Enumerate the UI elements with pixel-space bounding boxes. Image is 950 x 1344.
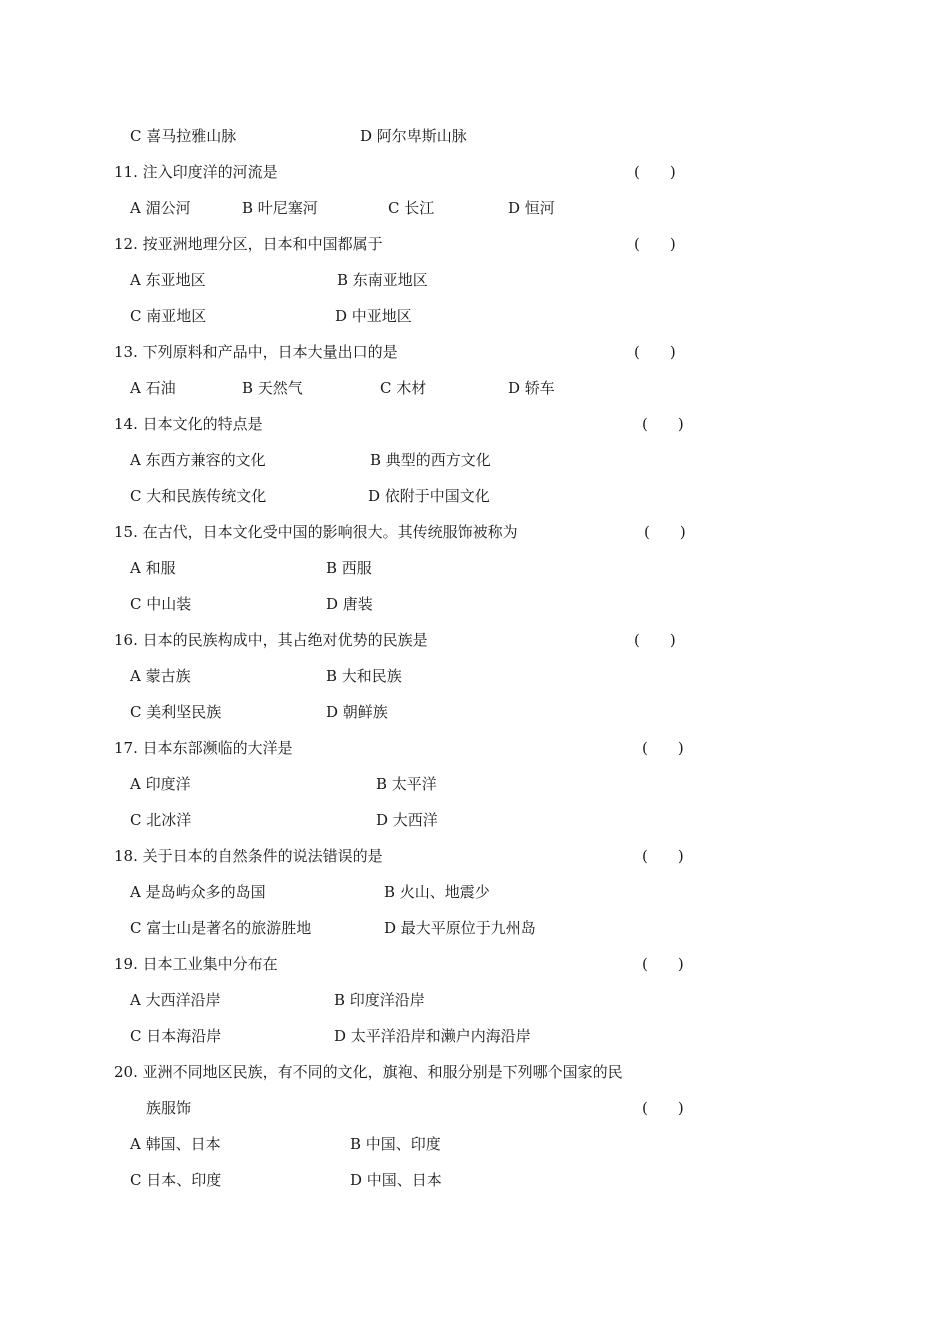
option-c: C 美利坚民族 xyxy=(130,703,222,721)
question-15: 15. 在古代，日本文化受中国的影响很大。其传统服饰被称为 xyxy=(114,523,518,541)
option-a: A 大西洋沿岸 xyxy=(130,991,221,1009)
option-d: D 阿尔卑斯山脉 xyxy=(360,127,467,145)
answer-blank-12: ( ) xyxy=(634,235,676,253)
option-b: B 太平洋 xyxy=(376,775,437,793)
answer-blank-17: ( ) xyxy=(642,739,684,757)
option-c: C 喜马拉雅山脉 xyxy=(130,127,237,145)
option-a: A 是岛屿众多的岛国 xyxy=(130,883,266,901)
question-13: 13. 下列原料和产品中，日本大量出口的是 xyxy=(114,343,398,361)
option-c: C 日本、印度 xyxy=(130,1171,222,1189)
option-d: D 中亚地区 xyxy=(335,307,412,325)
option-d: D 太平洋沿岸和濑户内海沿岸 xyxy=(334,1027,531,1045)
question-11: 11. 注入印度洋的河流是 xyxy=(114,163,278,181)
option-a: A 湄公河 xyxy=(130,199,191,217)
option-d: D 大西洋 xyxy=(376,811,438,829)
option-b: B 东南亚地区 xyxy=(337,271,428,289)
question-16: 16. 日本的民族构成中，其占绝对优势的民族是 xyxy=(114,631,428,649)
answer-blank-18: ( ) xyxy=(642,847,684,865)
option-c: C 大和民族传统文化 xyxy=(130,487,267,505)
answer-blank-19: ( ) xyxy=(642,955,684,973)
answer-blank-14: ( ) xyxy=(642,415,684,433)
question-12: 12. 按亚洲地理分区，日本和中国都属于 xyxy=(114,235,383,253)
question-17: 17. 日本东部濒临的大洋是 xyxy=(114,739,293,757)
option-a: A 东亚地区 xyxy=(130,271,206,289)
option-c: C 长江 xyxy=(388,199,435,217)
option-b: B 火山、地震少 xyxy=(384,883,490,901)
option-d: D 最大平原位于九州岛 xyxy=(384,919,536,937)
question-20-continued: 族服饰 xyxy=(146,1099,192,1117)
option-b: B 印度洋沿岸 xyxy=(334,991,425,1009)
option-b: B 叶尼塞河 xyxy=(242,199,318,217)
option-b: B 天然气 xyxy=(242,379,303,397)
option-d: D 中国、日本 xyxy=(350,1171,442,1189)
option-a: A 和服 xyxy=(130,559,176,577)
option-c: C 日本海沿岸 xyxy=(130,1027,222,1045)
option-c: C 北冰洋 xyxy=(130,811,192,829)
option-c: C 中山装 xyxy=(130,595,192,613)
question-20: 20. 亚洲不同地区民族，有不同的文化，旗袍、和服分别是下列哪个国家的民 xyxy=(114,1063,623,1081)
option-d: D 轿车 xyxy=(508,379,555,397)
option-d: D 唐装 xyxy=(326,595,373,613)
question-18: 18. 关于日本的自然条件的说法错误的是 xyxy=(114,847,383,865)
option-a: A 印度洋 xyxy=(130,775,191,793)
answer-blank-11: ( ) xyxy=(634,163,676,181)
option-b: B 西服 xyxy=(326,559,372,577)
option-b: B 典型的西方文化 xyxy=(370,451,491,469)
answer-blank-20: ( ) xyxy=(642,1099,684,1117)
option-d: D 朝鲜族 xyxy=(326,703,388,721)
option-a: A 东西方兼容的文化 xyxy=(130,451,266,469)
option-a: A 蒙古族 xyxy=(130,667,191,685)
option-a: A 石油 xyxy=(130,379,176,397)
option-b: B 大和民族 xyxy=(326,667,402,685)
option-d: D 依附于中国文化 xyxy=(368,487,490,505)
option-c: C 木材 xyxy=(380,379,427,397)
answer-blank-13: ( ) xyxy=(634,343,676,361)
question-19: 19. 日本工业集中分布在 xyxy=(114,955,278,973)
answer-blank-16: ( ) xyxy=(634,631,676,649)
option-c: C 富士山是著名的旅游胜地 xyxy=(130,919,312,937)
option-d: D 恒河 xyxy=(508,199,555,217)
option-a: A 韩国、日本 xyxy=(130,1135,221,1153)
option-b: B 中国、印度 xyxy=(350,1135,441,1153)
answer-blank-15: ( ) xyxy=(644,523,686,541)
question-14: 14. 日本文化的特点是 xyxy=(114,415,263,433)
option-c: C 南亚地区 xyxy=(130,307,207,325)
